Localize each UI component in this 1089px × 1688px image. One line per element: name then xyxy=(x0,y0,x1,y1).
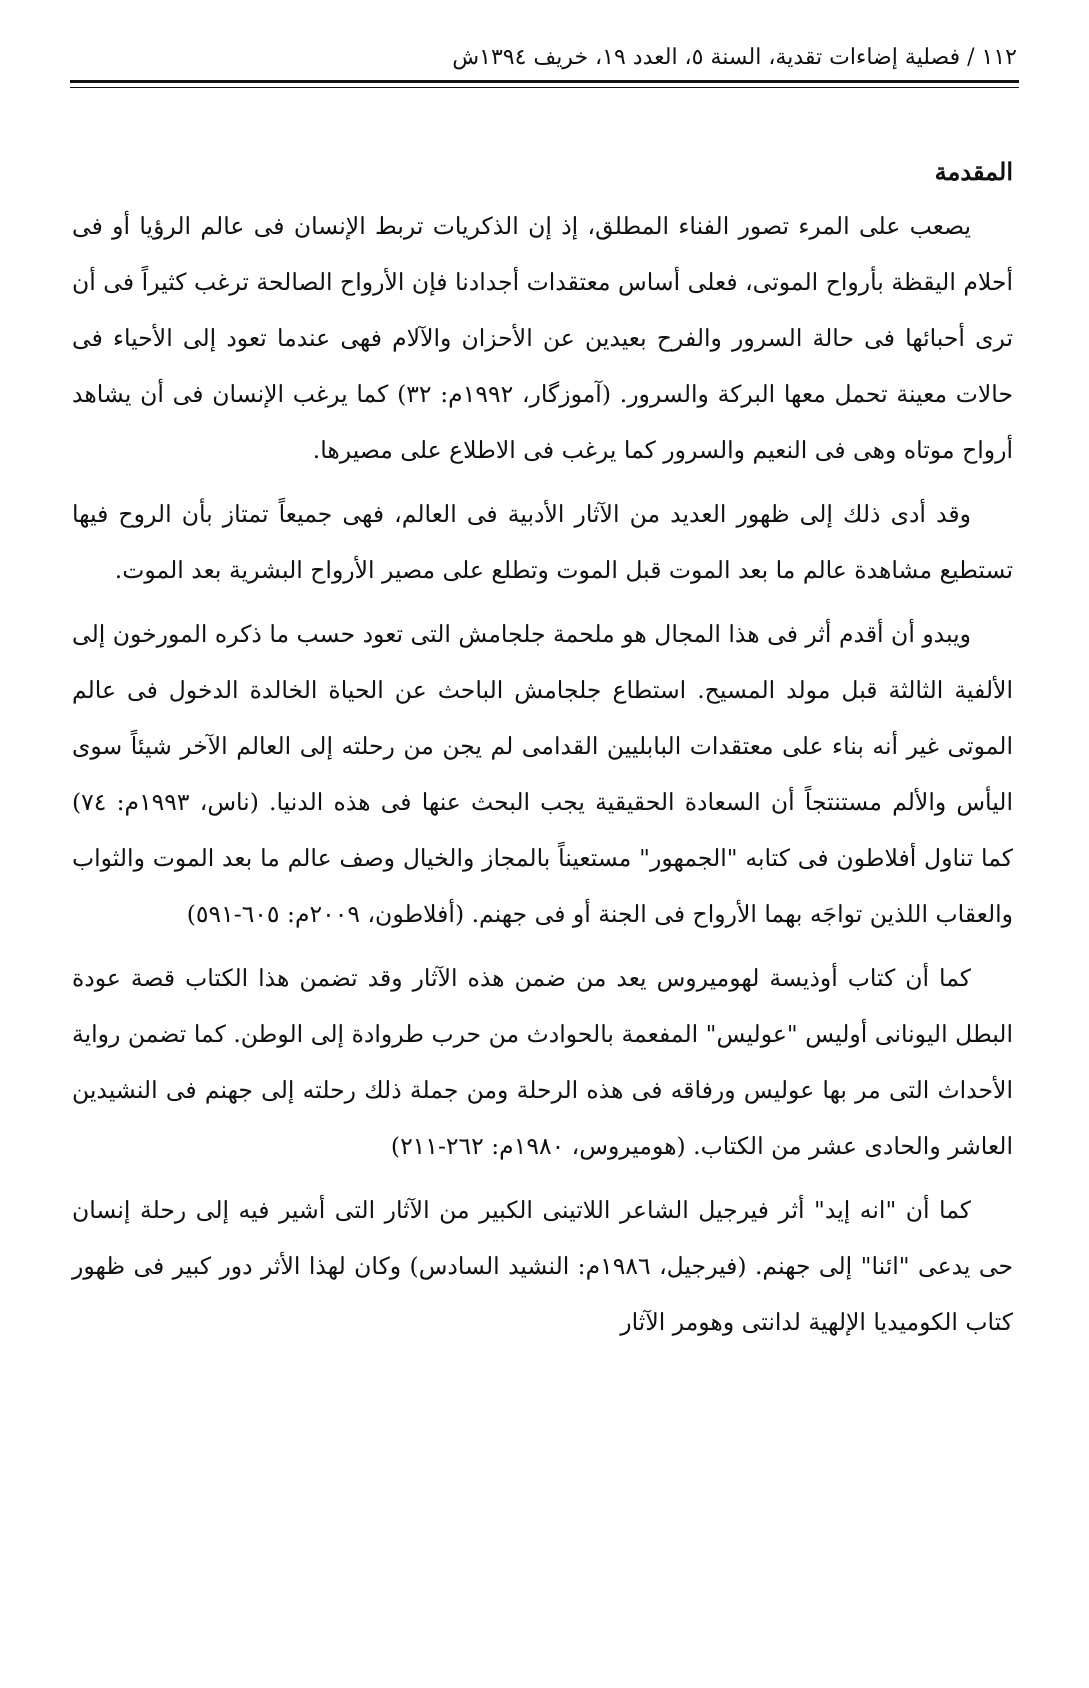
header-rule-thin xyxy=(70,87,1019,88)
paragraph-4: كما أن كتاب أوذيسة لهوميروس يعد من ضمن هذه الآثار وقد تضمن هذا الكتاب قصة عودة البطل اليونانى أوليس "عوليس" المفعمة بالحوادث من حرب طروادة إلى الوطن. كما تضمن رواية الأحداث التى مر بها عوليس ورفاقه فى هذه الرحلة ومن جملة ذلك رحلته إلى جهنم فى النشيدين العاشر والحادى عشر من الكتاب. (هوميروس، ١٩٨٠م: ٢٦٢-٢١١) xyxy=(72,964,1013,1160)
header-rule-thick xyxy=(70,80,1019,83)
section-heading: المقدمة xyxy=(934,157,1013,186)
paragraph-5: كما أن "انه إيد" أثر فيرجيل الشاعر اللاتينى الكبير من الآثار التى أشير فيه إلى رحلة إنسان حى يدعى "ائنا" إلى جهنم. (فيرجيل، ١٩٨٦م: النشيد السادس) وكان لهذا الأثر دور كبير فى ظهور كتاب الكوميديا الإلهية لدانتى وهومر الآثار xyxy=(72,1196,1014,1336)
paragraph-2: وقد أدى ذلك إلى ظهور العديد من الآثار الأدبية فى العالم، فهى جميعاً تمتاز بأن الروح فيها تستطيع مشاهدة عالم ما بعد الموت قبل الموت وتطلع على مصير الأرواح البشرية بعد الموت. xyxy=(72,500,1013,584)
paragraph-3: ويبدو أن أقدم أثر فى هذا المجال هو ملحمة جلجامش التى تعود حسب ما ذكره المورخون إلى الألفية الثالثة قبل مولد المسيح. استطاع جلجامش الباحث عن الحياة الخالدة الدخول فى عالم الموتى غير أنه بناء على معتقدات البابليين القدامى لم يجن من رحلته إلى العالم الآخر شيئاً سوى اليأس والألم مستنتجاً أن السعادة الحقيقية يجب البحث عنها فى هذه الدنيا. (ناس، ١٩٩٣م: ٧٤) كما تناول أفلاطون فى كتابه "الجمهور" مستعيناً بالمجاز والخيال وصف عالم ما بعد الموت والثواب والعقاب اللذين تواجَه بهما الأرواح فى الجنة أو فى جهنم. (أفلاطون، ٢٠٠٩م: ٦٠٥-٥٩١) xyxy=(72,620,1013,928)
paragraph-1: يصعب على المرء تصور الفناء المطلق، إذ إن الذكريات تربط الإنسان فى عالم الرؤيا أو فى أحلام اليقظة بأرواح الموتى، فعلى أساس معتقدات أجدادنا فإن الأرواح الصالحة ترغب كثيراً فى أن ترى أحبائها فى حالة السرور والفرح بعيدين عن الأحزان والآلام فهى عندما تعود إلى الأحياء فى حالات معينة تحمل معها البركة والسرور. (آموزگار، ١٩٩٢م: ٣٢) كما يرغب الإنسان فى أن يشاهد أرواح موتاه وهى فى النعيم والسرور كما يرغب فى الاطلاع على مصيرها. xyxy=(72,212,1013,464)
running-header: ١١٢ / فصلية إضاءات تقدية، السنة ٥، العدد ١٩، خريف ١٣٩٤ش xyxy=(452,45,1017,70)
body-text xyxy=(72,198,1013,1358)
